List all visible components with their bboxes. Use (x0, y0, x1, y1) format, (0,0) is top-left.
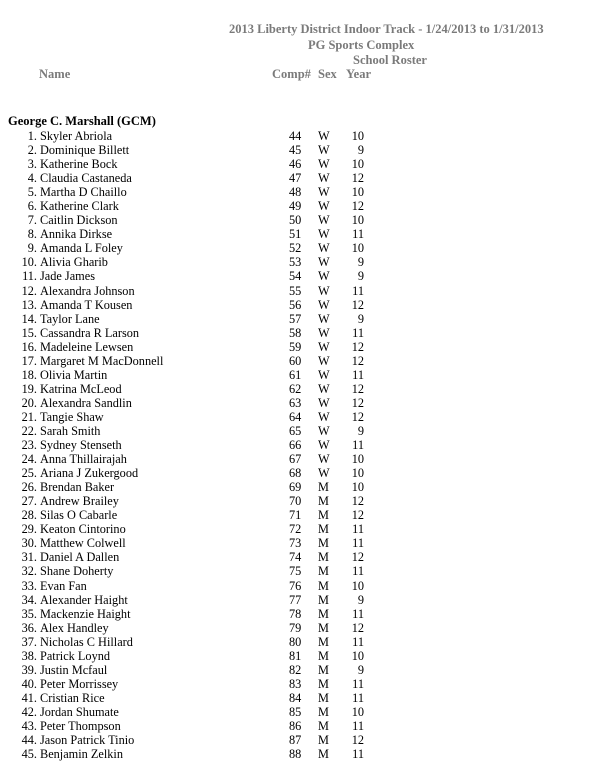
athlete-number: 19. (21, 381, 37, 396)
athlete-name: Alexandra Sandlin (40, 395, 132, 410)
athlete-year: 11 (352, 690, 364, 705)
athlete-number: 33. (21, 578, 37, 593)
athlete-sex: M (318, 620, 329, 635)
athlete-name: Andrew Brailey (40, 494, 119, 509)
athlete-number: 28. (21, 508, 37, 523)
athlete-name: Daniel A Dallen (40, 550, 120, 565)
athlete-row (0, 382, 613, 396)
column-header-name: Name (39, 67, 71, 81)
athlete-row (0, 508, 613, 522)
athlete-row (0, 354, 613, 368)
athlete-row (0, 579, 613, 593)
athlete-sex: W (318, 466, 330, 481)
athlete-number: 29. (21, 522, 37, 537)
athlete-sex: W (318, 227, 330, 242)
athlete-name: Sarah Smith (40, 423, 101, 438)
athlete-year: 11 (352, 283, 364, 298)
athlete-name: Sydney Stenseth (40, 438, 122, 453)
athlete-number: 23. (21, 438, 37, 453)
athlete-comp-number: 44 (289, 129, 302, 143)
athlete-comp-number: 47 (289, 171, 302, 186)
athlete-row (0, 143, 613, 157)
athlete-row (0, 466, 613, 480)
athlete-name: Margaret M MacDonnell (40, 353, 164, 368)
athlete-comp-number: 64 (289, 409, 302, 424)
athlete-number: 16. (21, 339, 37, 354)
athlete-comp-number: 70 (289, 494, 302, 509)
athlete-sex: W (318, 213, 330, 228)
athlete-comp-number: 84 (289, 690, 302, 705)
athlete-sex: M (318, 662, 329, 677)
athlete-comp-number: 45 (289, 143, 302, 158)
athlete-name: Peter Morrissey (40, 676, 119, 691)
athlete-row (0, 635, 613, 649)
athlete-row (0, 649, 613, 663)
athlete-comp-number: 52 (289, 241, 302, 256)
athlete-comp-number: 61 (289, 367, 302, 382)
athlete-year: 11 (352, 747, 364, 762)
athlete-row (0, 733, 613, 747)
athlete-number: 14. (21, 311, 37, 326)
athlete-row (0, 480, 613, 494)
athlete-name: Keaton Cintorino (40, 522, 126, 537)
athlete-name: Madeleine Lewsen (40, 339, 134, 354)
athlete-row (0, 185, 613, 199)
athlete-name: Evan Fan (40, 578, 87, 593)
athlete-comp-number: 86 (289, 718, 302, 733)
athlete-row (0, 452, 613, 466)
athlete-row (0, 269, 613, 283)
athlete-year: 10 (351, 129, 364, 143)
athlete-year: 10 (351, 648, 364, 663)
athlete-comp-number: 82 (289, 662, 302, 677)
athlete-comp-number: 65 (289, 423, 302, 438)
athlete-sex: M (318, 592, 329, 607)
athlete-year: 12 (351, 395, 364, 410)
athlete-comp-number: 75 (289, 564, 302, 579)
athlete-sex: W (318, 269, 330, 284)
athlete-sex: M (318, 550, 329, 565)
athlete-name: Patrick Loynd (40, 648, 111, 663)
athlete-comp-number: 88 (289, 747, 302, 762)
athlete-list (0, 129, 613, 761)
athlete-row (0, 621, 613, 635)
athlete-comp-number: 46 (289, 157, 302, 172)
athlete-comp-number: 56 (289, 297, 302, 312)
athlete-row (0, 241, 613, 255)
athlete-sex: M (318, 536, 329, 551)
column-header-comp: Comp# (272, 67, 311, 81)
athlete-year: 12 (351, 733, 364, 748)
athlete-name: Jason Patrick Tinio (40, 733, 135, 748)
athlete-row (0, 536, 613, 550)
athlete-name: Jade James (40, 269, 95, 284)
athlete-year: 10 (351, 480, 364, 495)
athlete-sex: W (318, 452, 330, 467)
athlete-number: 9. (27, 241, 37, 256)
athlete-row (0, 522, 613, 536)
report-title: 2013 Liberty District Indoor Track - 1/24/2013 to 1/31/2013 (229, 22, 544, 36)
athlete-year: 10 (351, 578, 364, 593)
athlete-year: 10 (351, 213, 364, 228)
athlete-sex: W (318, 353, 330, 368)
athlete-comp-number: 58 (289, 325, 302, 340)
athlete-sex: M (318, 578, 329, 593)
athlete-comp-number: 73 (289, 536, 302, 551)
athlete-comp-number: 69 (289, 480, 302, 495)
athlete-row (0, 284, 613, 298)
athlete-name: Claudia Castaneda (40, 171, 132, 186)
athlete-row (0, 550, 613, 564)
athlete-row (0, 564, 613, 578)
athlete-row (0, 340, 613, 354)
athlete-number: 24. (21, 452, 37, 467)
athlete-number: 37. (21, 634, 37, 649)
athlete-comp-number: 51 (289, 227, 302, 242)
athlete-sex: M (318, 564, 329, 579)
athlete-row (0, 607, 613, 621)
athlete-year: 10 (351, 241, 364, 256)
athlete-name: Benjamin Zelkin (40, 747, 123, 762)
athlete-year: 11 (352, 227, 364, 242)
athlete-comp-number: 72 (289, 522, 302, 537)
athlete-row (0, 663, 613, 677)
athlete-name: Ariana J Zukergood (40, 466, 139, 481)
athlete-sex: W (318, 395, 330, 410)
athlete-sex: M (318, 733, 329, 748)
athlete-number: 26. (21, 480, 37, 495)
athlete-number: 2. (27, 143, 37, 158)
athlete-comp-number: 63 (289, 395, 302, 410)
athlete-sex: M (318, 718, 329, 733)
report-roster-label: School Roster (353, 53, 427, 67)
athlete-sex: W (318, 143, 330, 158)
athlete-year: 11 (352, 564, 364, 579)
athlete-year: 9 (357, 311, 364, 326)
athlete-sex: W (318, 241, 330, 256)
athlete-comp-number: 48 (289, 185, 302, 200)
athlete-comp-number: 85 (289, 704, 302, 719)
athlete-number: 44. (21, 733, 37, 748)
athlete-number: 36. (21, 620, 37, 635)
column-header-sex: Sex (318, 67, 337, 81)
athlete-name: Peter Thompson (40, 718, 121, 733)
athlete-number: 40. (21, 676, 37, 691)
athlete-sex: M (318, 747, 329, 762)
athlete-number: 8. (27, 227, 37, 242)
athlete-year: 11 (352, 367, 364, 382)
athlete-name: Cassandra R Larson (40, 325, 140, 340)
athlete-comp-number: 50 (289, 213, 302, 228)
athlete-year: 12 (351, 339, 364, 354)
athlete-name: Alivia Gharib (40, 255, 108, 270)
athlete-sex: W (318, 438, 330, 453)
athlete-row (0, 705, 613, 719)
athlete-sex: M (318, 634, 329, 649)
athlete-year: 11 (352, 718, 364, 733)
athlete-number: 31. (21, 550, 37, 565)
athlete-number: 42. (21, 704, 37, 719)
athlete-comp-number: 67 (289, 452, 302, 467)
athlete-sex: M (318, 704, 329, 719)
athlete-year: 12 (351, 409, 364, 424)
athlete-comp-number: 49 (289, 199, 302, 214)
athlete-comp-number: 57 (289, 311, 302, 326)
athlete-sex: W (318, 157, 330, 172)
athlete-year: 12 (351, 508, 364, 523)
athlete-comp-number: 87 (289, 733, 302, 748)
athlete-number: 27. (21, 494, 37, 509)
athlete-sex: M (318, 480, 329, 495)
athlete-number: 11. (22, 269, 37, 284)
athlete-comp-number: 80 (289, 634, 302, 649)
athlete-year: 12 (351, 353, 364, 368)
athlete-comp-number: 77 (289, 592, 302, 607)
athlete-name: Annika Dirkse (40, 227, 113, 242)
athlete-name: Amanda T Kousen (40, 297, 133, 312)
athlete-sex: W (318, 297, 330, 312)
athlete-year: 9 (357, 143, 364, 158)
athlete-comp-number: 66 (289, 438, 302, 453)
athlete-number: 18. (21, 367, 37, 382)
athlete-year: 12 (351, 494, 364, 509)
athlete-row (0, 368, 613, 382)
athlete-comp-number: 55 (289, 283, 302, 298)
athlete-year: 9 (357, 255, 364, 270)
athlete-sex: M (318, 606, 329, 621)
athlete-sex: W (318, 339, 330, 354)
athlete-name: Tangie Shaw (40, 409, 104, 424)
school-heading: George C. Marshall (GCM) (8, 114, 156, 128)
athlete-name: Dominique Billett (40, 143, 130, 158)
athlete-number: 34. (21, 592, 37, 607)
athlete-year: 10 (351, 452, 364, 467)
athlete-name: Justin Mcfaul (40, 662, 108, 677)
athlete-number: 10. (21, 255, 37, 270)
athlete-year: 9 (357, 592, 364, 607)
athlete-comp-number: 60 (289, 353, 302, 368)
athlete-number: 43. (21, 718, 37, 733)
athlete-row (0, 593, 613, 607)
athlete-comp-number: 68 (289, 466, 302, 481)
athlete-year: 11 (352, 606, 364, 621)
athlete-name: Caitlin Dickson (40, 213, 118, 228)
athlete-sex: W (318, 367, 330, 382)
athlete-number: 35. (21, 606, 37, 621)
athlete-sex: W (318, 255, 330, 270)
athlete-row (0, 719, 613, 733)
athlete-comp-number: 71 (289, 508, 302, 523)
athlete-number: 38. (21, 648, 37, 663)
athlete-name: Jordan Shumate (40, 704, 119, 719)
athlete-row (0, 396, 613, 410)
athlete-name: Anna Thillairajah (40, 452, 127, 467)
athlete-number: 15. (21, 325, 37, 340)
athlete-name: Mackenzie Haight (40, 606, 131, 621)
athlete-year: 11 (352, 522, 364, 537)
athlete-name: Nicholas C Hillard (40, 634, 133, 649)
athlete-number: 20. (21, 395, 37, 410)
athlete-comp-number: 59 (289, 339, 302, 354)
athlete-row (0, 677, 613, 691)
athlete-name: Alexander Haight (40, 592, 128, 607)
athlete-number: 13. (21, 297, 37, 312)
athlete-sex: M (318, 676, 329, 691)
athlete-number: 6. (27, 199, 37, 214)
athlete-row (0, 312, 613, 326)
athlete-sex: W (318, 283, 330, 298)
athlete-comp-number: 79 (289, 620, 302, 635)
athlete-year: 11 (352, 325, 364, 340)
athlete-number: 1. (27, 129, 37, 143)
athlete-comp-number: 81 (289, 648, 302, 663)
athlete-year: 10 (351, 466, 364, 481)
athlete-year: 12 (351, 199, 364, 214)
athlete-row (0, 157, 613, 171)
athlete-number: 45. (21, 747, 37, 762)
athlete-name: Martha D Chaillo (40, 185, 127, 200)
athlete-comp-number: 83 (289, 676, 302, 691)
athlete-sex: W (318, 423, 330, 438)
athlete-year: 11 (352, 438, 364, 453)
athlete-name: Alexandra Johnson (40, 283, 135, 298)
athlete-year: 10 (351, 157, 364, 172)
athlete-number: 5. (27, 185, 37, 200)
athlete-year: 11 (352, 676, 364, 691)
athlete-row (0, 326, 613, 340)
athlete-row (0, 298, 613, 312)
athlete-number: 22. (21, 423, 37, 438)
athlete-name: Katherine Bock (40, 157, 118, 172)
athlete-row (0, 438, 613, 452)
athlete-name: Silas O Cabarle (40, 508, 118, 523)
athlete-sex: W (318, 409, 330, 424)
athlete-year: 10 (351, 185, 364, 200)
athlete-year: 11 (352, 536, 364, 551)
athlete-comp-number: 53 (289, 255, 302, 270)
athlete-comp-number: 54 (289, 269, 302, 284)
athlete-number: 30. (21, 536, 37, 551)
athlete-comp-number: 78 (289, 606, 302, 621)
athlete-sex: W (318, 325, 330, 340)
athlete-year: 11 (352, 634, 364, 649)
athlete-name: Amanda L Foley (40, 241, 123, 256)
athlete-comp-number: 76 (289, 578, 302, 593)
athlete-row (0, 199, 613, 213)
athlete-name: Brendan Baker (40, 480, 115, 495)
athlete-number: 17. (21, 353, 37, 368)
athlete-name: Cristian Rice (40, 690, 105, 705)
athlete-comp-number: 74 (289, 550, 302, 565)
athlete-number: 3. (27, 157, 37, 172)
athlete-sex: M (318, 522, 329, 537)
report-subtitle: PG Sports Complex (308, 38, 415, 52)
athlete-row (0, 255, 613, 269)
athlete-year: 12 (351, 620, 364, 635)
athlete-row (0, 410, 613, 424)
column-header-year: Year (346, 67, 371, 81)
athlete-row (0, 747, 613, 761)
athlete-year: 12 (351, 381, 364, 396)
athlete-comp-number: 62 (289, 381, 302, 396)
athlete-number: 25. (21, 466, 37, 481)
athlete-sex: W (318, 129, 330, 143)
athlete-sex: W (318, 185, 330, 200)
athlete-number: 41. (21, 690, 37, 705)
athlete-sex: W (318, 381, 330, 396)
athlete-name: Katrina McLeod (40, 381, 122, 396)
athlete-name: Olivia Martin (40, 367, 108, 382)
athlete-number: 32. (21, 564, 37, 579)
athlete-row (0, 494, 613, 508)
athlete-row (0, 213, 613, 227)
athlete-name: Shane Doherty (40, 564, 114, 579)
athlete-row (0, 691, 613, 705)
athlete-sex: M (318, 690, 329, 705)
athlete-name: Taylor Lane (40, 311, 100, 326)
athlete-row (0, 424, 613, 438)
athlete-year: 9 (357, 269, 364, 284)
athlete-year: 12 (351, 171, 364, 186)
athlete-name: Katherine Clark (40, 199, 119, 214)
athlete-sex: W (318, 171, 330, 186)
athlete-number: 39. (21, 662, 37, 677)
athlete-number: 12. (21, 283, 37, 298)
athlete-number: 21. (21, 409, 37, 424)
athlete-year: 12 (351, 550, 364, 565)
athlete-row (0, 129, 613, 143)
athlete-year: 12 (351, 297, 364, 312)
athlete-year: 9 (357, 423, 364, 438)
athlete-sex: W (318, 199, 330, 214)
athlete-year: 10 (351, 704, 364, 719)
athlete-name: Matthew Colwell (40, 536, 126, 551)
athlete-sex: M (318, 508, 329, 523)
athlete-name: Alex Handley (40, 620, 109, 635)
athlete-row (0, 227, 613, 241)
athlete-sex: M (318, 494, 329, 509)
athlete-number: 7. (27, 213, 37, 228)
athlete-row (0, 171, 613, 185)
athlete-sex: W (318, 311, 330, 326)
athlete-year: 9 (357, 662, 364, 677)
athlete-sex: M (318, 648, 329, 663)
athlete-name: Skyler Abriola (40, 129, 113, 143)
athlete-number: 4. (27, 171, 37, 186)
